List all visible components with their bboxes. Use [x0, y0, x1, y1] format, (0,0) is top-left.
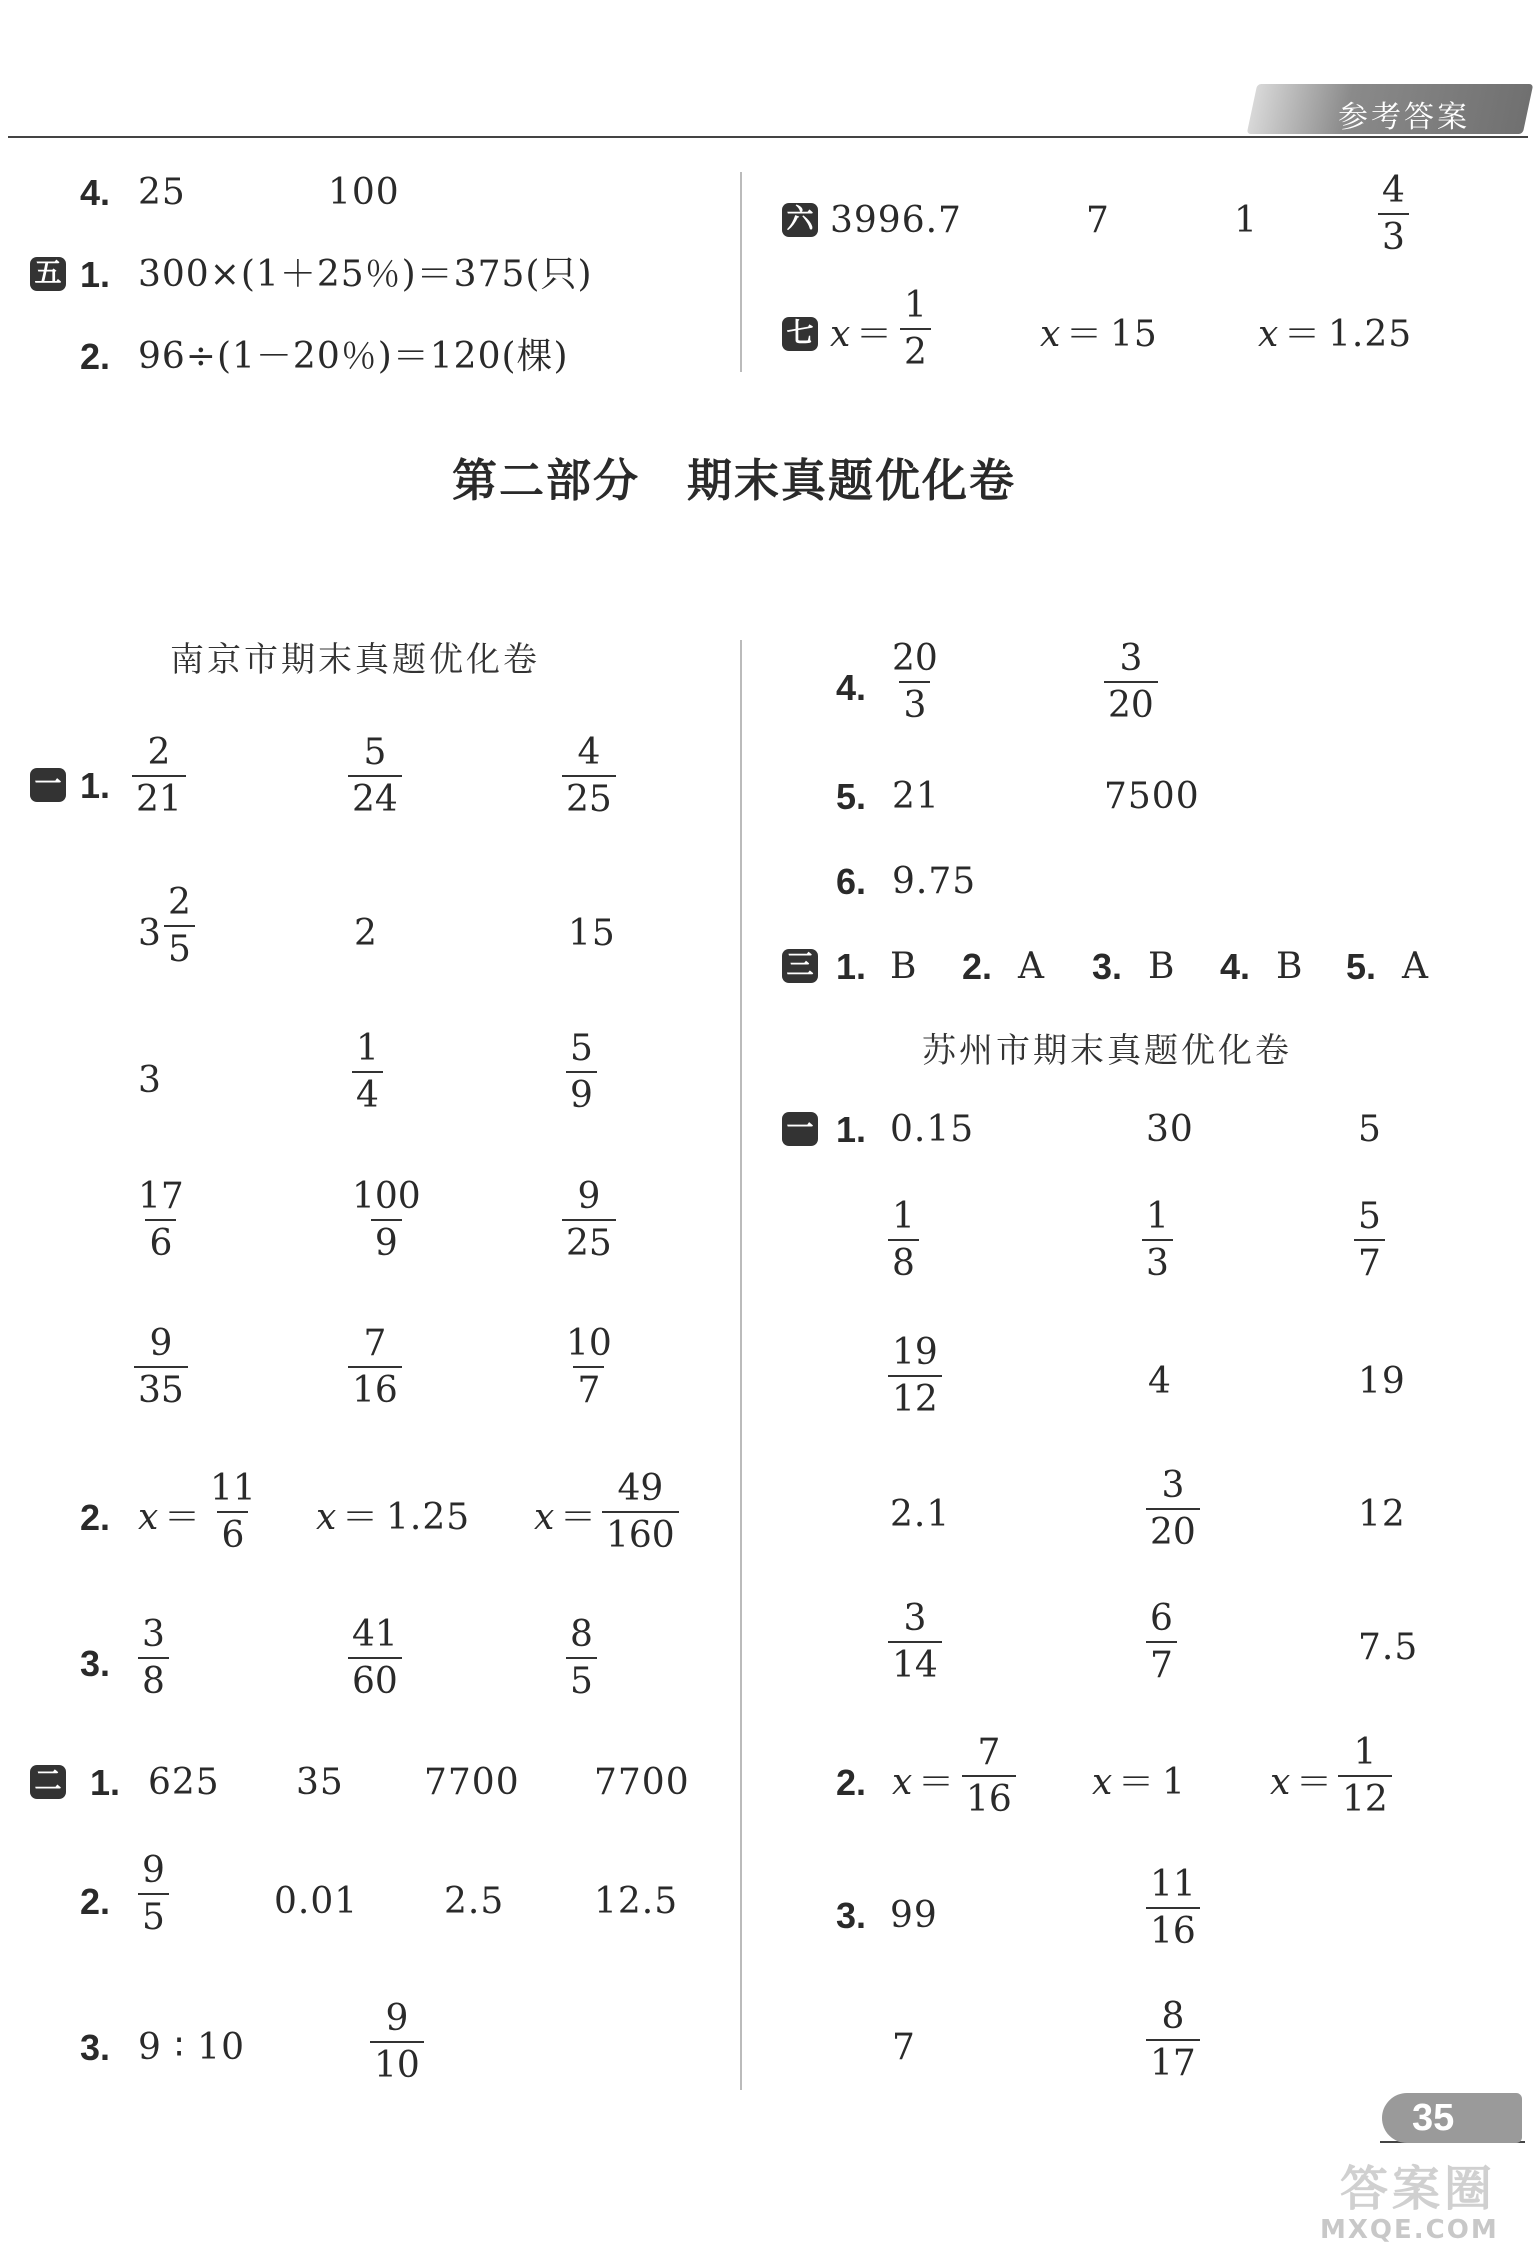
answer: 2.5: [444, 1881, 505, 1922]
mixed-number-whole: 3: [138, 913, 162, 954]
fraction: $\frac{5}{24}$: [348, 734, 402, 819]
answer: 9.75: [892, 861, 977, 902]
fraction: $\frac{7}{16}$: [962, 1734, 1016, 1819]
fraction: $\frac{11}{16}$: [1146, 1866, 1200, 1951]
answer: 0.01: [274, 1881, 359, 1922]
nanjing-exam-title: 南京市期末真题优化卷: [170, 640, 540, 680]
answer: 7500: [1104, 776, 1200, 817]
answer: 7: [892, 2027, 916, 2068]
watermark-logo: 答案圈: [1340, 2161, 1497, 2217]
equals-sign: ＝: [1118, 1762, 1156, 1803]
section-1-badge: 一: [782, 1112, 818, 1146]
mc-label: 2.: [962, 946, 993, 987]
q1-label: 1.: [836, 1109, 867, 1150]
section-3-badge: 三: [782, 949, 818, 983]
section-title: 第二部分 期末真题优化卷: [452, 454, 1017, 507]
variable-x: x: [316, 1497, 338, 1538]
answer: 100: [328, 172, 400, 213]
answer: 7.5: [1358, 1627, 1419, 1668]
fraction: $\frac{6}{7}$: [1146, 1600, 1177, 1685]
answer: 7: [1086, 200, 1110, 241]
q4-label: 4.: [80, 172, 111, 213]
fraction: $\frac{3}{14}$: [888, 1600, 942, 1685]
answer: 25: [138, 172, 186, 213]
q1-label: 1.: [80, 254, 111, 295]
fraction: $\frac{11}{6}$: [210, 1468, 256, 1556]
answer: 35: [296, 1762, 344, 1803]
fraction: $\frac{49}{160}$: [602, 1470, 679, 1555]
bottom-column-divider: [740, 640, 742, 2090]
section-2-badge: 二: [30, 1765, 66, 1799]
q1-label: 1.: [80, 765, 111, 806]
variable-x: x: [1092, 1762, 1114, 1803]
answer: 1: [1234, 200, 1258, 241]
q3-label: 3.: [80, 1643, 111, 1684]
mc-answer: B: [890, 946, 918, 987]
mc-answer: B: [1148, 946, 1176, 987]
top-column-divider: [740, 172, 742, 372]
fraction: $\frac{1}{3}$: [1142, 1198, 1173, 1283]
answer: 2: [354, 913, 378, 954]
answer: 15: [568, 913, 616, 954]
answer: 21: [892, 776, 940, 817]
fraction: $\frac{20}{3}$: [892, 638, 938, 726]
header-rule: [8, 136, 1528, 138]
equals-sign: ＝: [164, 1497, 202, 1538]
fraction: $\frac{100}{9}$: [352, 1176, 421, 1264]
answer: 625: [148, 1762, 220, 1803]
fraction: $\frac{3}{8}$: [138, 1616, 169, 1701]
fraction: $\frac{8}{5}$: [566, 1616, 597, 1701]
equals-sign: ＝: [856, 314, 894, 355]
q1-label: 1.: [90, 1762, 121, 1803]
fraction: $\frac{5}{7}$: [1354, 1198, 1385, 1283]
fraction: $\frac{1}{4}$: [352, 1030, 383, 1115]
fraction: $\frac{1}{2}$: [900, 287, 931, 372]
fraction: $\frac{5}{9}$: [566, 1030, 597, 1115]
equals-sign: ＝: [560, 1497, 598, 1538]
page-number: 35: [1412, 2097, 1455, 2139]
answer: 4: [1148, 1361, 1172, 1402]
q2-label: 2.: [80, 1497, 111, 1538]
mc-label: 1.: [836, 946, 867, 987]
fraction: $\frac{2}{21}$: [132, 734, 186, 819]
variable-x: x: [830, 314, 852, 355]
fraction: $\frac{8}{17}$: [1146, 1998, 1200, 2083]
equals-sign: ＝: [342, 1497, 380, 1538]
q2-label: 2.: [80, 336, 111, 377]
fraction: $\frac{19}{12}$: [888, 1334, 942, 1419]
q2-label: 2.: [836, 1762, 867, 1803]
variable-x: x: [892, 1762, 914, 1803]
fraction: $\frac{1}{12}$: [1338, 1734, 1392, 1819]
equals-sign: ＝: [1284, 314, 1322, 355]
answer: 3996.7: [830, 200, 962, 241]
answer-expression: 96÷(1－20％)＝120(棵): [138, 336, 569, 377]
answer-ratio: 9 ∶ 10: [138, 2027, 245, 2068]
section-1-badge: 一: [30, 768, 66, 802]
fraction: $\frac{2}{5}$: [164, 884, 195, 969]
q3-label: 3.: [80, 2027, 111, 2068]
answer: 1.25: [1328, 314, 1413, 355]
suzhou-exam-title: 苏州市期末真题优化卷: [922, 1031, 1292, 1071]
equals-sign: ＝: [1066, 314, 1104, 355]
mc-label: 5.: [1346, 946, 1377, 987]
mc-answer: A: [1018, 946, 1045, 987]
answer: 1: [1162, 1762, 1186, 1803]
variable-x: x: [1270, 1762, 1292, 1803]
q4-label: 4.: [836, 667, 867, 708]
fraction: $\frac{4}{25}$: [562, 734, 616, 819]
fraction: $\frac{9}{25}$: [562, 1178, 616, 1263]
equals-sign: ＝: [1296, 1762, 1334, 1803]
section-5-badge: 五: [30, 257, 66, 291]
answer: 7700: [594, 1762, 690, 1803]
section-7-badge: 七: [782, 317, 818, 351]
mc-label: 4.: [1220, 946, 1251, 987]
answer: 19: [1358, 1361, 1406, 1402]
answer: 30: [1146, 1109, 1194, 1150]
answer-expression: 300×(1＋25％)＝375(只): [138, 254, 593, 295]
variable-x: x: [1258, 314, 1280, 355]
answer: 12: [1358, 1494, 1406, 1535]
fraction: $\frac{41}{60}$: [348, 1616, 402, 1701]
variable-x: x: [1040, 314, 1062, 355]
answer: 99: [890, 1895, 938, 1936]
fraction: $\frac{1}{8}$: [888, 1198, 919, 1283]
mc-answer: B: [1276, 946, 1304, 987]
fraction: $\frac{4}{3}$: [1378, 172, 1409, 257]
equals-sign: ＝: [918, 1762, 956, 1803]
watermark-url: MXQE.COM: [1320, 2215, 1499, 2245]
variable-x: x: [534, 1497, 556, 1538]
answer: 7700: [424, 1762, 520, 1803]
fraction: $\frac{3}{20}$: [1104, 640, 1158, 725]
q6-label: 6.: [836, 861, 867, 902]
fraction: $\frac{9}{5}$: [138, 1852, 169, 1937]
fraction: $\frac{10}{7}$: [566, 1323, 612, 1411]
header-tab-text: 参考答案: [1338, 100, 1470, 135]
answer: 2.1: [890, 1494, 951, 1535]
section-6-badge: 六: [782, 203, 818, 237]
answer: 0.15: [890, 1109, 975, 1150]
fraction: $\frac{17}{6}$: [138, 1176, 184, 1264]
answer: 12.5: [594, 1881, 679, 1922]
answer: 3: [138, 1060, 162, 1101]
fraction: $\frac{9}{35}$: [134, 1325, 188, 1410]
fraction: $\frac{9}{10}$: [370, 2000, 424, 2085]
fraction: $\frac{3}{20}$: [1146, 1467, 1200, 1552]
q5-label: 5.: [836, 776, 867, 817]
variable-x: x: [138, 1497, 160, 1538]
answer: 1.25: [386, 1497, 471, 1538]
mc-label: 3.: [1092, 946, 1123, 987]
mc-answer: A: [1402, 946, 1429, 987]
answer: 5: [1358, 1109, 1382, 1150]
answer: 15: [1110, 314, 1158, 355]
q2-label: 2.: [80, 1881, 111, 1922]
q3-label: 3.: [836, 1895, 867, 1936]
fraction: $\frac{7}{16}$: [348, 1325, 402, 1410]
